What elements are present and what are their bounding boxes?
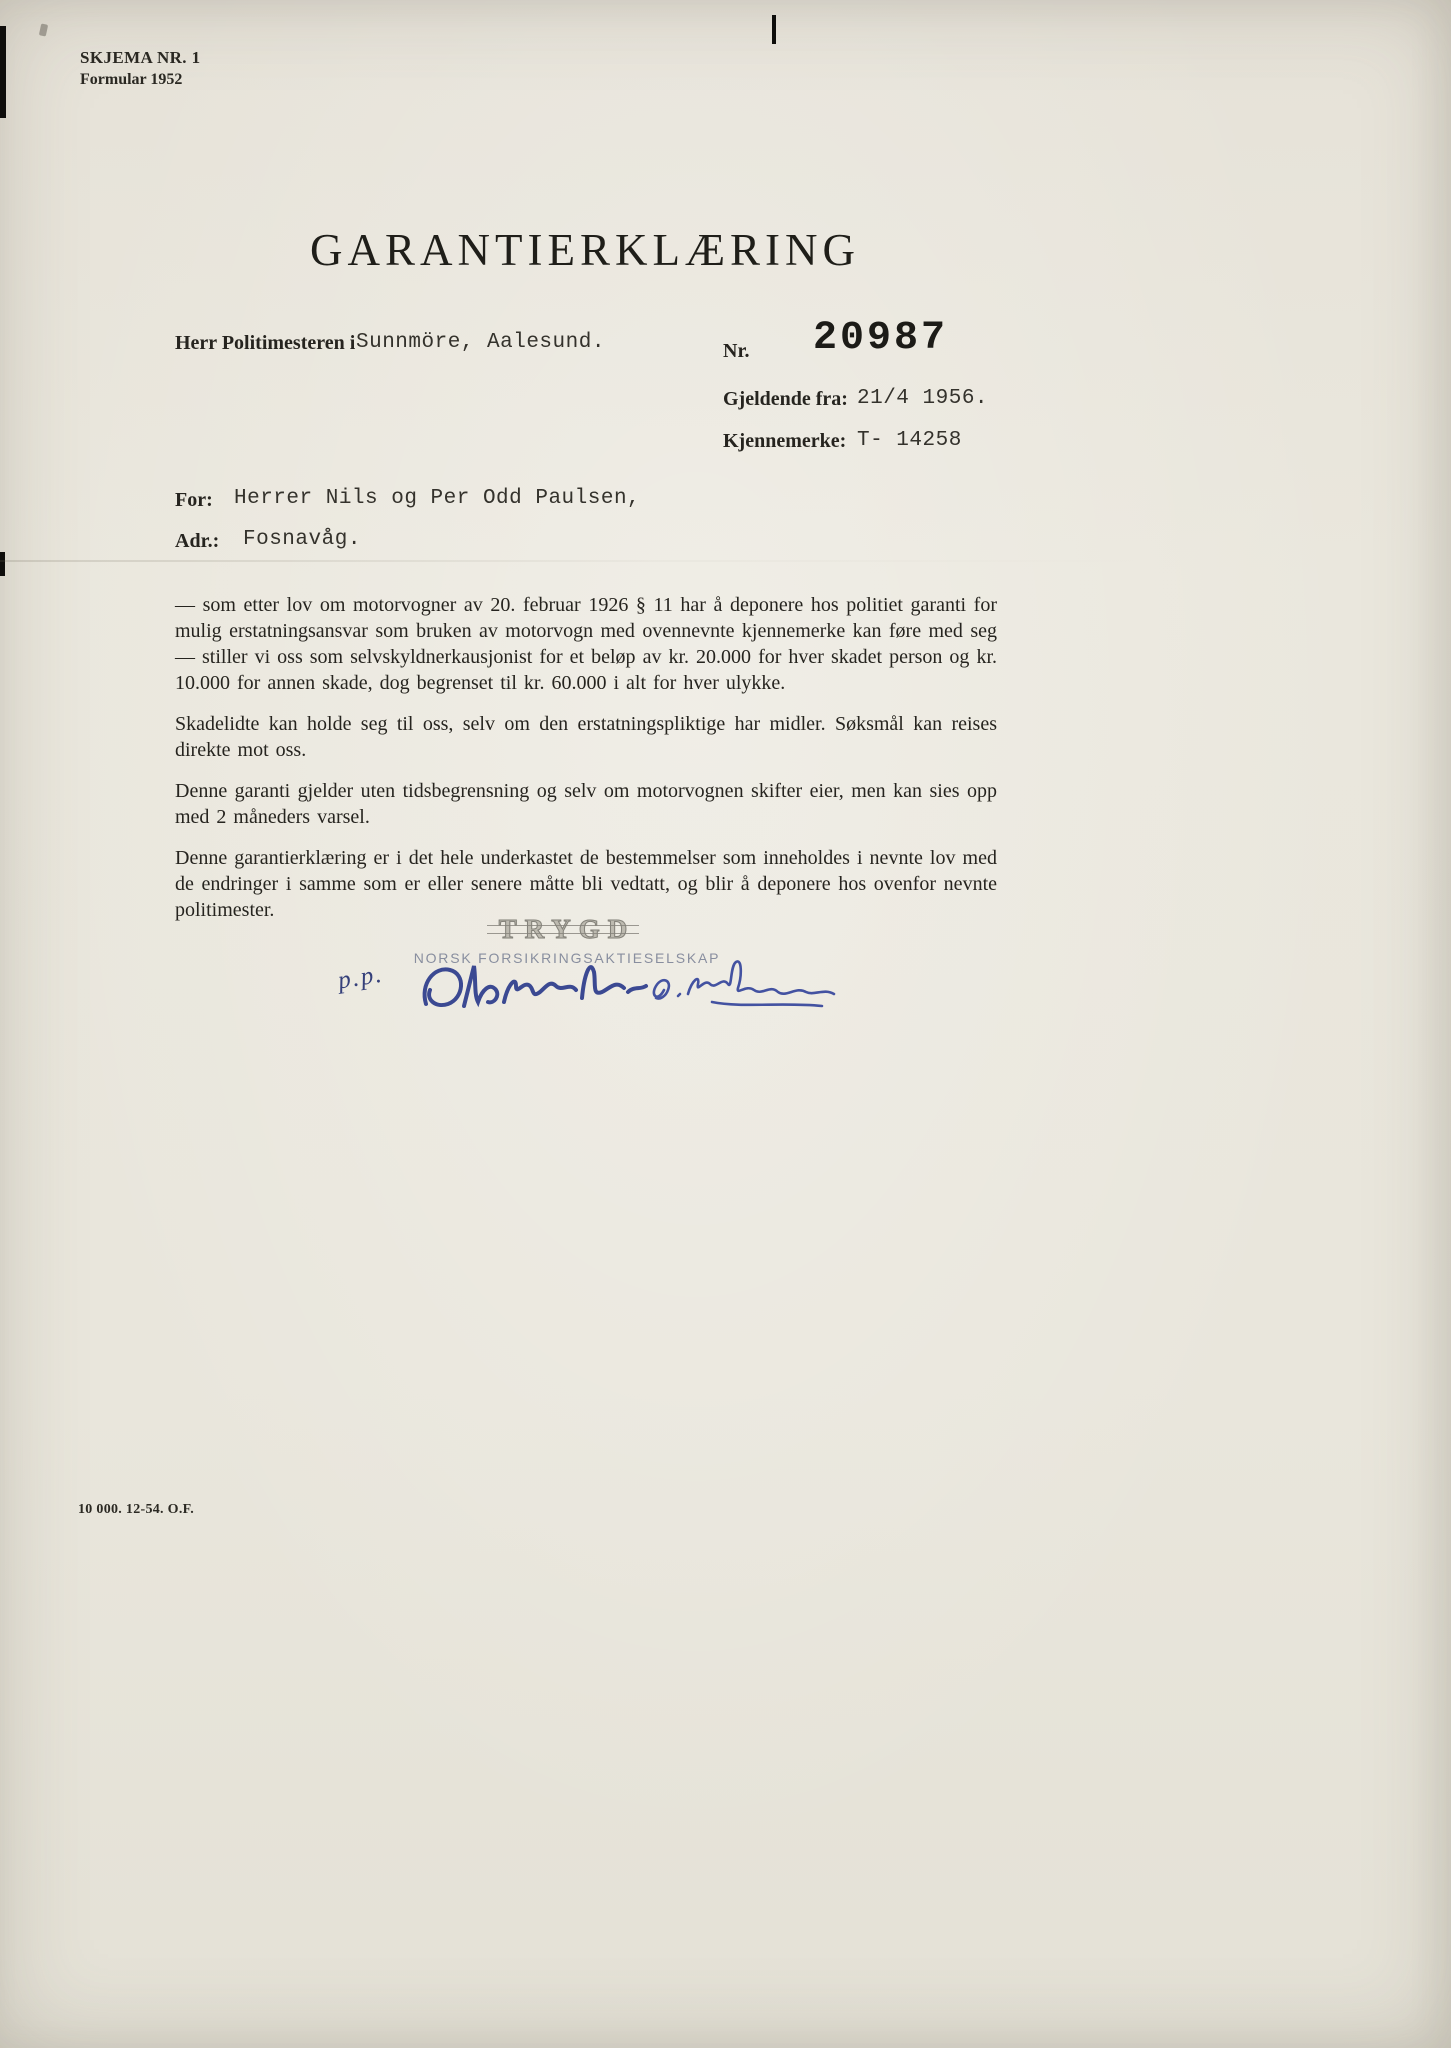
stamp-brand-frame: [499, 914, 636, 945]
document-title: GARANTIERKLÆRING: [310, 225, 860, 275]
paragraph-guarantee-terms: — som etter lov om motorvogner av 20. februar 1926 § 11 har å deponere hos politiet garanti for mulig erstatningsansvar som bruken av motorvogn med ovennevnte kjennemerke kan føre med seg — stiller vi oss som selvskyldnerkausjonist for et beløp av kr. 20.000 for hver skadet person og kr. 10.000 for annen skade, dog begrenset til kr. 60.000 i alt for hver ulykke.: [175, 594, 997, 694]
scan-artifact: [0, 552, 5, 576]
paragraph-legal-basis: Denne garantierklæring er i det hele underkastet de bestemmelser som inneholdes i nevnte lov med de endringer i samme som er eller senere måtte bli vedtatt, og blir å deponere hos ovenfor nevnte politimester.: [175, 847, 997, 921]
plate-value: T- 14258: [857, 429, 962, 452]
form-edition: Formular 1952: [80, 71, 183, 88]
form-number: SKJEMA NR. 1: [80, 48, 201, 67]
body-text: [175, 592, 997, 923]
print-code: 10 000. 12-54. O.F.: [78, 1502, 195, 1517]
paragraph-duration: Denne garanti gjelder uten tidsbegrensning og selv om motorvognen skifter eier, men kan sies opp med 2 måneders varsel.: [175, 780, 997, 828]
valid-from-label: Gjeldende fra:: [723, 388, 848, 410]
nr-label: Nr.: [723, 340, 750, 362]
addressee-label: Herr Politimesteren i: [175, 332, 356, 354]
address-value: Fosnavåg.: [243, 528, 361, 551]
valid-from-value: 21/4 1956.: [857, 387, 989, 410]
per-procura-handwriting: p.p.: [336, 960, 386, 995]
paper-fold-line: [0, 560, 1451, 562]
signature-image: [412, 946, 852, 1031]
addressee-value: Sunnmöre, Aalesund.: [356, 331, 605, 354]
address-label: Adr.:: [175, 530, 220, 552]
scan-artifact: [0, 26, 6, 118]
stamp-brand-text: TRYGD: [498, 914, 636, 944]
for-label: For:: [175, 489, 213, 511]
scan-artifact: [39, 23, 48, 36]
plate-label: Kjennemerke:: [723, 430, 847, 452]
paragraph-injured-party: Skadelidte kan holde seg til oss, selv om den erstatningspliktige har midler. Søksmål kan reises direkte mot oss.: [175, 713, 997, 761]
nr-value: 20987: [813, 316, 949, 361]
for-value: Herrer Nils og Per Odd Paulsen,: [234, 487, 641, 510]
stamp-company-name: NORSK FORSIKRINGSAKTIESELSKAP: [413, 950, 721, 966]
scan-artifact: [772, 15, 776, 44]
